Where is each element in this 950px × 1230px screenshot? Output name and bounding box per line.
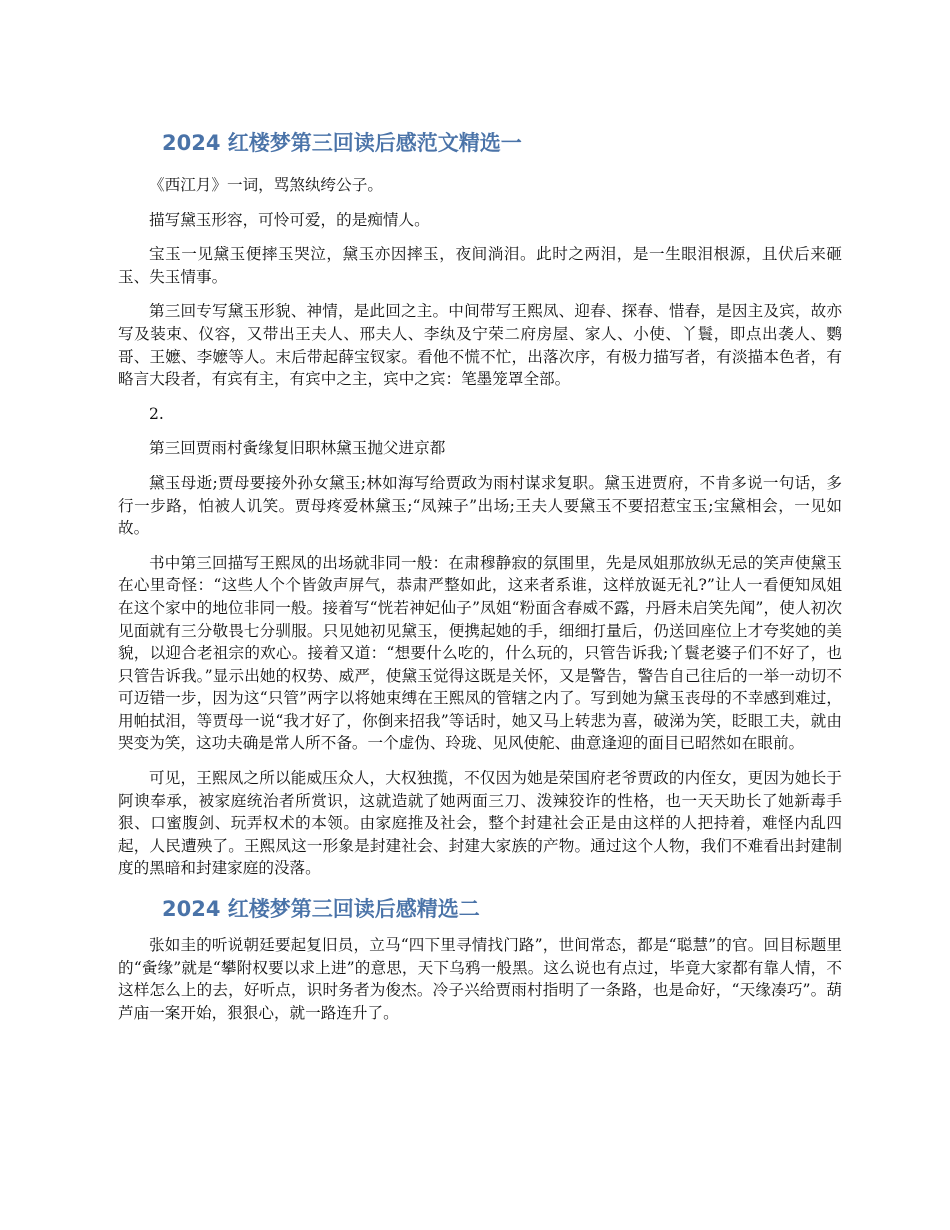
section-1-paragraph: 第三回贾雨村夤缘复旧职林黛玉抛父进京都 [149,439,446,458]
section-2-paragraph: 张如圭的听说朝廷要起复旧员，立马“四下里寻情找门路”，世间常态，都是“聪慧”的官。回目标题里的“夤缘”就是“攀附权要以求上进”的意思，天下乌鸦一般黑。这么说也有点过，毕竟大家都有靠人情，不这样怎么上的去，好听点，识时务者为俊杰。冷子兴给贾雨村指明了一条路，也是命好，“天缘凑巧”。葫芦庙一案开始，狠狠心，就一路连升了。 [118,936,842,1022]
section-1-paragraph: 可见，王熙凤之所以能威压众人，大权独揽，不仅因为她是荣国府老爷贾政的内侄女，更因为她长于阿谀奉承，被家庭统治者所赏识，这就造就了她两面三刀、泼辣狡诈的性格，也一天天助长了她新毒手狠、口蜜腹剑、玩弄权术的本领。由家庭推及社会，整个封建社会正是由这样的人把持着，难怪内乱四起，人民遭殃了。王熙凤这一形象是封建社会、封建大家族的产物。通过这个人物，我们不难看出封建制度的黑暗和封建家庭的没落。 [118,769,842,878]
section-2-title: 2024 红楼梦第三回读后感精选二 [162,897,480,922]
section-1-paragraph: 黛玉母逝;贾母要接外孙女黛玉;林如海写给贾政为雨村谋求复职。黛玉进贾府，不肯多说一句话，多行一步路，怕被人讥笑。贾母疼爱林黛玉;“凤辣子”出场;王夫人要黛玉不要招惹宝玉;宝黛相会，一见如故。 [118,473,842,538]
section-1-paragraph: 第三回专写黛玉形貌、神情，是此回之主。中间带写王熙凤、迎春、探春、惜春，是因主及宾，故亦写及装束、仪容，又带出王夫人、邢夫人、李纨及宁荣二府房屋、家人、小使、丫鬟，即点出袭人、鹦哥、王嬷、李嬷等人。末后带起薛宝钗家。看他不慌不忙，出落次序，有极力描写者，有淡描本色者，有略言大段者，有宾有主，有宾中之主，宾中之宾：笔墨笼罩全部。 [118,302,842,389]
section-1-paragraph: 《西江月》一词，骂煞纨绔公子。 [149,176,383,194]
section-1-title: 2024 红楼梦第三回读后感范文精选一 [162,131,522,155]
section-1-paragraph: 2. [149,404,164,423]
section-1-paragraph: 书中第三回描写王熙凤的出场就非同一般：在肃穆静寂的氛围里，先是凤姐那放纵无忌的笑声使黛玉在心里奇怪：“这些人个个皆敛声屏气，恭肃严整如此，这来者系谁，这样放诞无礼?”让人一看便知凤姐在这个家中的地位非同一般。接着写“恍若神妃仙子”凤姐“粉面含春威不露，丹唇未启笑先闻”，使人初次见面就有三分敬畏七分驯服。只见她初见黛玉，便携起她的手，细细打量后，仍送回座位上才夸奖她的美貌，以迎合老祖宗的欢心。接着又道：“想要什么吃的，什么玩的，只管告诉我;丫鬟老婆子们不好了，也只管告诉我。”显示出她的权势、威严，使黛玉觉得这既是关怀，又是警告，警告自己往后的一举一动切不可迈错一步，因为这“只管”两字以将她束缚在王熙凤的管辖之内了。写到她为黛玉丧母的不幸感到难过，用帕拭泪，等贾母一说“我才好了，你倒来招我”等话时，她又马上转悲为喜，破涕为笑，眨眼工夫，就由哭变为笑，这功夫确是常人所不备。一个虚伪、玲珑、见风使舵、曲意逢迎的面目已昭然如在眼前。 [118,553,842,753]
section-1-paragraph: 描写黛玉形容，可怜可爱，的是痴情人。 [149,210,430,229]
section-1-paragraph: 宝玉一见黛玉便摔玉哭泣，黛玉亦因摔玉，夜间淌泪。此时之两泪，是一生眼泪根源，且伏后来砸玉、失玉情事。 [118,245,842,286]
